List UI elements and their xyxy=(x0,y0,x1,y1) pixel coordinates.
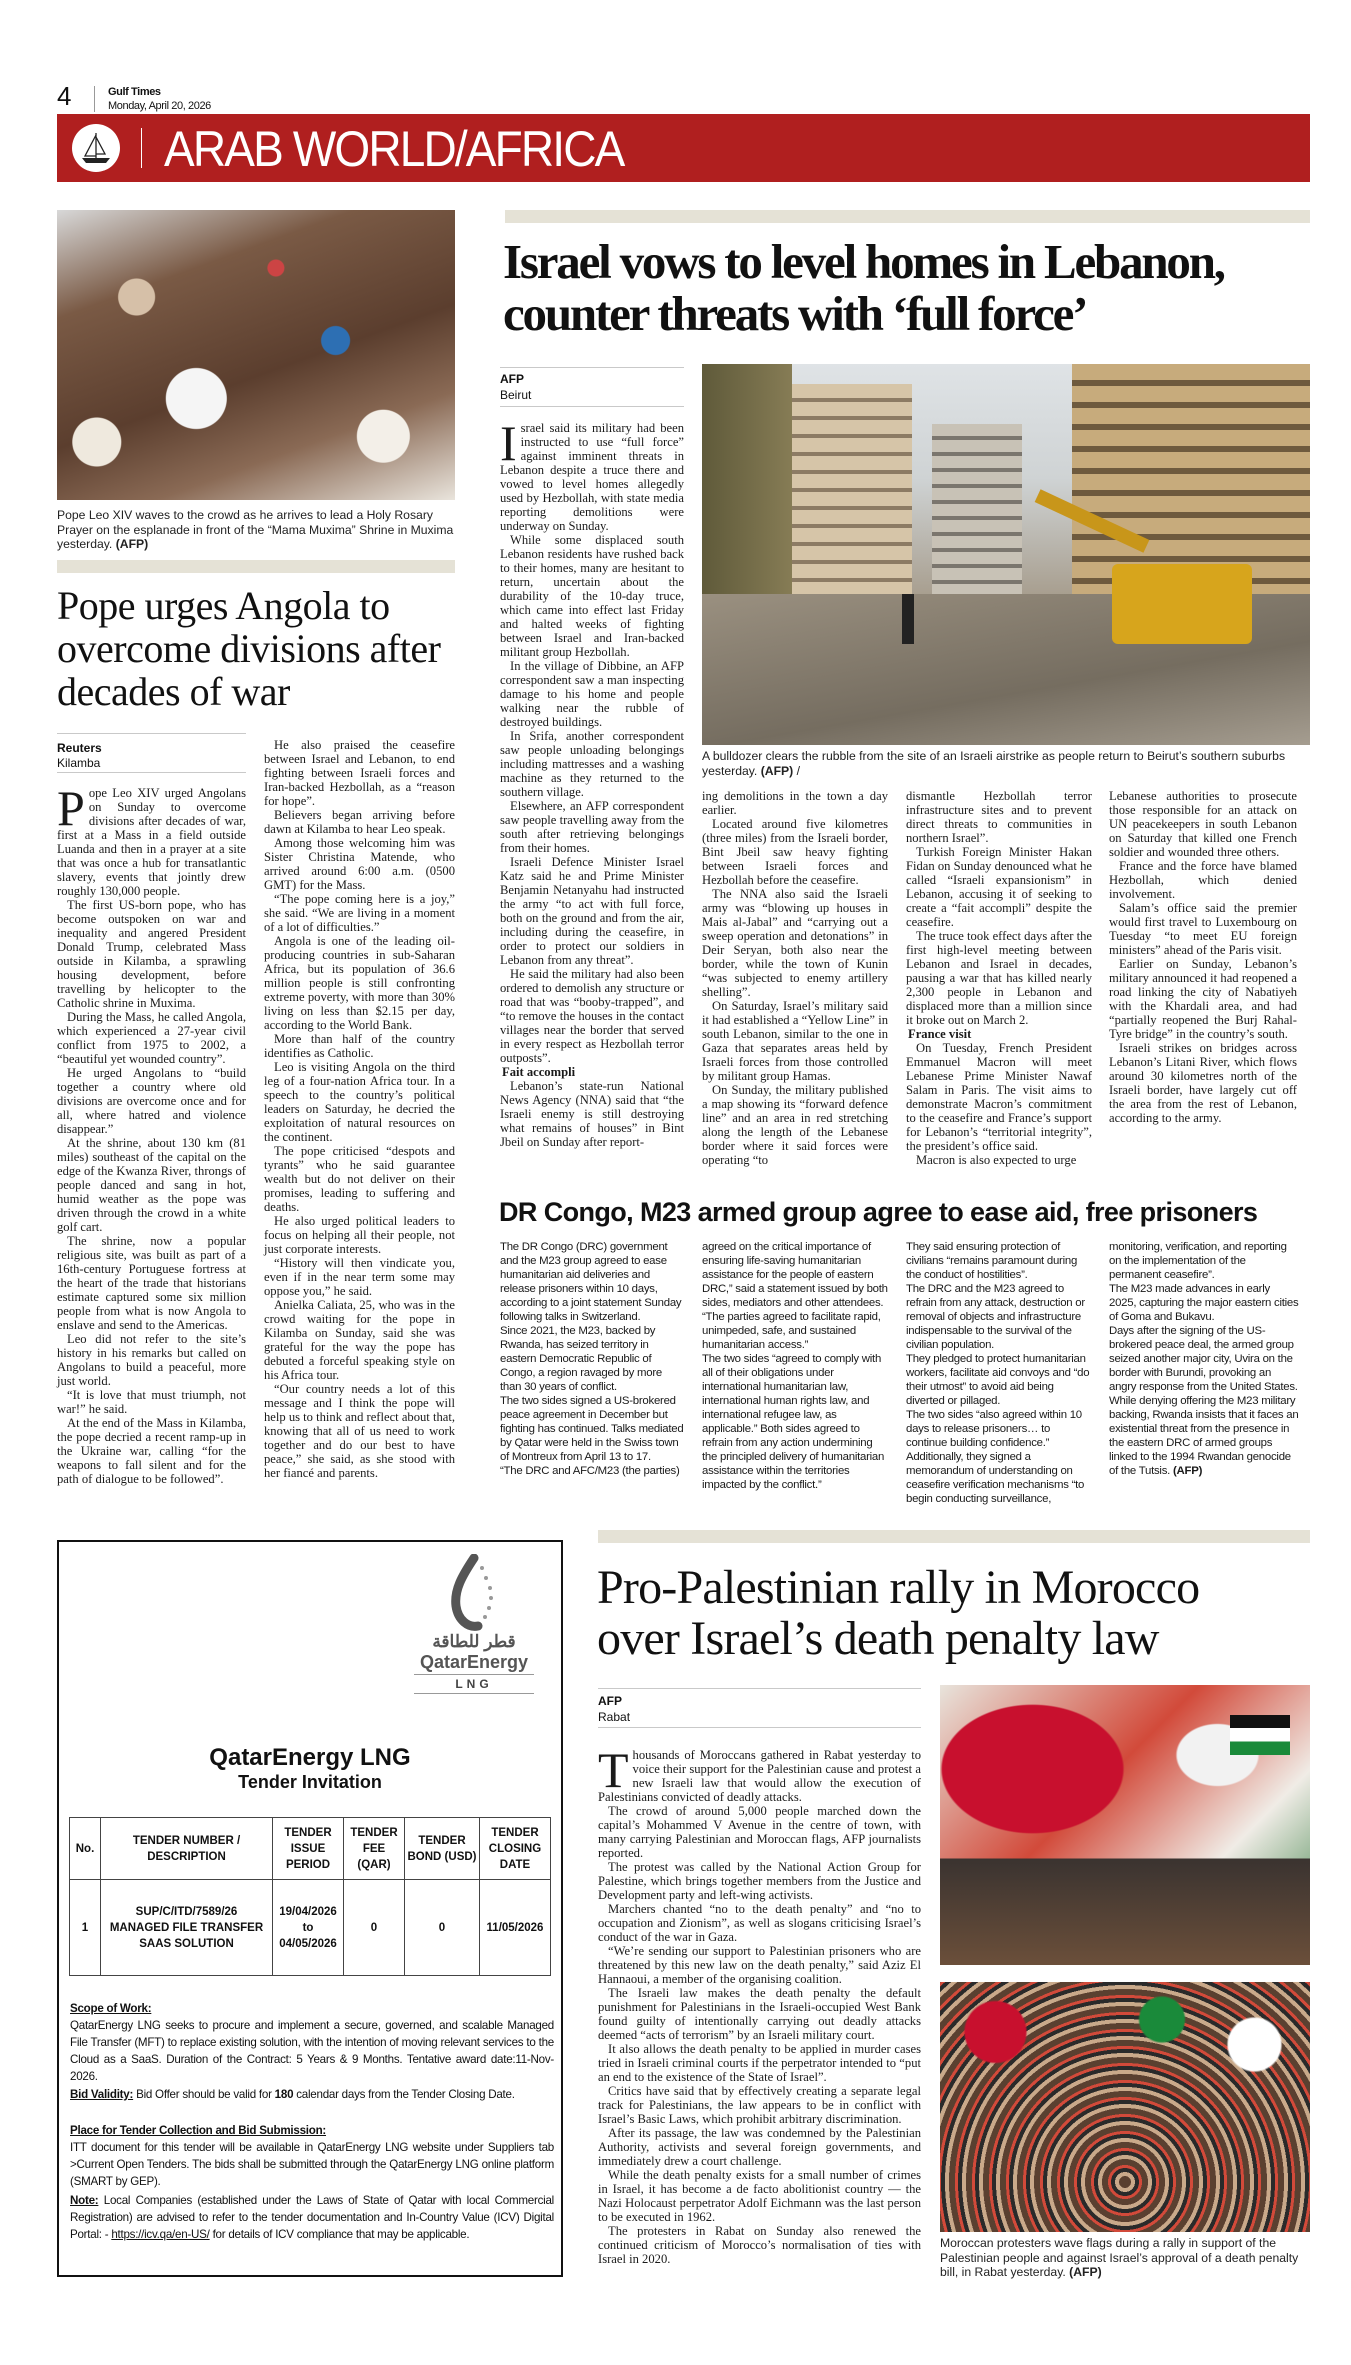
bulldozer xyxy=(1112,564,1252,644)
paragraph xyxy=(598,2042,921,2084)
paragraph-text: France visit xyxy=(908,1027,972,1041)
logo-name: QatarEnergy xyxy=(414,1652,534,1675)
drop-cap: P xyxy=(57,780,85,836)
paragraph-text: In Srifa, another correspondent saw people unloading belongings including mattresses and a washing machine as they returned to the southern village. xyxy=(500,729,684,799)
paragraph xyxy=(598,1860,921,1902)
person xyxy=(902,594,914,644)
paragraph-text: He also praised the ceasefire between Israel and Lebanon, to end fighting between Israeli forces and Iran-backed Hezbollah, as a “reason for hope”. xyxy=(264,738,455,808)
congo-column-1 xyxy=(500,1240,685,1478)
pope-column-2 xyxy=(264,738,455,1480)
place-label: Place for Tender Collection and Bid Submission: xyxy=(70,2124,327,2137)
paragraph-text: Turkish Foreign Minister Hakan Fidan on Sunday denounced what he called “Israeli expansionism” in Lebanon, accusing it of seeking to create a “fait accompli” despite the ceasefire. xyxy=(906,845,1092,929)
cell-description xyxy=(101,1880,273,1976)
caption-credit: (AFP) xyxy=(1069,2265,1102,2279)
paragraph-text: Believers began arriving before dawn at Kilamba to hear Leo speak. xyxy=(264,808,455,836)
paragraph xyxy=(1109,859,1297,901)
byline-rule-top xyxy=(57,733,246,734)
paragraph-text: Macron is also expected to urge xyxy=(916,1153,1077,1167)
paragraph-text: Lebanese authorities to prosecute those responsible for an attack on UN peacekeepers in south Lebanon on Saturday that killed one French soldier and wounded three others. xyxy=(1109,789,1297,859)
section-banner xyxy=(57,114,1310,182)
headline-line-1: Pro-Palestinian rally in Morocco xyxy=(597,1561,1200,1614)
paragraph-text: The DR Congo (DRC) government and the M23 group agreed to ease humanitarian aid deliveries and release prisoners within 10 days, according to a joint statement Sunday following talks in Switzerland. xyxy=(500,1241,682,1323)
caption-credit: (AFP) xyxy=(115,537,149,551)
rally-crowd-photo xyxy=(940,1982,1310,2232)
israel-column-3 xyxy=(906,789,1092,1167)
paragraph xyxy=(906,1450,1094,1506)
paragraph xyxy=(57,1416,246,1486)
paragraph-text: The shrine, now a popular religious site, was built as part of a 16th-century Portuguese fortress at the heart of the trade that historians estimate captured some six million people from what is now Angola to enslave and send to the Americas. xyxy=(57,1234,246,1332)
paragraph xyxy=(57,1066,246,1136)
subheading xyxy=(906,1027,1092,1041)
paragraph xyxy=(1109,1041,1297,1125)
paragraph xyxy=(57,1388,246,1416)
paragraph xyxy=(598,2126,921,2168)
paragraph xyxy=(1109,901,1297,957)
tender-advertisement xyxy=(57,1540,563,2277)
paragraph-text: dismantle Hezbollah terror infrastructure sites and to prevent direct threats to communities in northern Israel”. xyxy=(906,789,1092,845)
paragraph-text: “It is love that must triumph, not war!” he said. xyxy=(57,1388,246,1416)
paragraph-text: While denying offering the M23 military backing, Rwanda insists that it faces an existential threat from the presence in the eastern DRC of armed groups linked to the 1994 Rwandan genocide of the Tutsis. xyxy=(1109,1395,1299,1477)
israel-column-2 xyxy=(702,789,888,1167)
paragraph-text: It also allows the death penalty to be applied in murder cases tried in Israeli criminal courts if the perpetrator intended to “put an end to the existence of the State of Israel”. xyxy=(598,2042,921,2084)
paragraph xyxy=(702,999,888,1083)
cell-bond: 0 xyxy=(405,1880,480,1976)
pope-column-1 xyxy=(57,780,246,1486)
paragraph xyxy=(906,929,1092,1027)
paragraph-text: The two sides signed a US-brokered peace agreement in December but fighting has continued. Talks mediated by Qatar were held in the Swiss town of Montreux from April 13 to 17. xyxy=(500,1395,684,1463)
paragraph xyxy=(264,1256,455,1298)
paragraph-text: Among those welcoming him was Sister Christina Matende, who arrived around 6:00 a.m. (0500 GMT) for the Mass. xyxy=(264,836,455,892)
tender-number: SUP/C/ITD/7589/26 xyxy=(135,1905,238,1918)
paragraph xyxy=(906,1352,1094,1408)
ad-subtitle: Tender Invitation xyxy=(238,1772,382,1792)
paragraph xyxy=(57,1136,246,1234)
congo-headline: DR Congo, M23 armed group agree to ease aid, free prisoners xyxy=(499,1197,1258,1227)
byline-rule-bottom xyxy=(500,406,684,407)
byline-source: AFP xyxy=(598,1694,622,1708)
table-row xyxy=(70,1880,551,1976)
paragraph-text: Leo did not refer to the site’s history in his remarks but called on Angolans to build a peaceful, more just world. xyxy=(57,1332,246,1388)
dhow-logo-icon xyxy=(72,124,120,172)
paragraph xyxy=(57,780,246,898)
byline-location: Beirut xyxy=(500,388,532,402)
paragraph xyxy=(702,789,888,817)
paragraph xyxy=(906,845,1092,929)
paragraph xyxy=(598,1986,921,2042)
caption-text: Pope Leo XIV waves to the crowd as he arrives to lead a Holy Rosary Prayer on the esplanade in front of the “Mama Muxima” Shrine in Muxima yesterday. xyxy=(57,508,454,551)
paragraph xyxy=(702,1352,890,1492)
paragraph xyxy=(598,1804,921,1860)
paragraph xyxy=(1109,1282,1299,1324)
paragraph-text: “The DRC and AFC/M23 (the parties) xyxy=(500,1465,680,1477)
paragraph xyxy=(906,789,1092,845)
paragraph-text: Marchers chanted “no to the death penalty” and “no to occupation and Zionism”, as well as slogans criticising Israel’s conduct of the war in Gaza. xyxy=(598,1902,921,1944)
paragraph xyxy=(264,934,455,1032)
paragraph-text: During the Mass, he called Angola, which experienced a 27-year civil conflict from 1975 to 2002, a “beautiful yet wounded country”. xyxy=(57,1010,246,1066)
congo-column-4 xyxy=(1109,1240,1299,1478)
paragraph-text: Angola is one of the leading oil-producing countries in sub-Saharan Africa, but its population of 36.6 million people is still confronting extreme poverty, with more than 30% living on less than $2.15 per day, according to the World Bank. xyxy=(264,934,455,1032)
logo-arabic: قطر للطاقة xyxy=(432,1632,516,1651)
section-divider-bar xyxy=(57,560,455,573)
validity-text-end: calendar days from the Tender Closing Date. xyxy=(293,2088,515,2101)
scope-label: Scope of Work: xyxy=(70,2002,152,2015)
israel-column-1 xyxy=(500,415,684,1149)
paragraph xyxy=(500,659,684,729)
paragraph-text: The protest was called by the National Action Group for Palestine, which brings together members from the Justice and Development party and left-wing activists. xyxy=(598,1860,921,1902)
byline-rule-bottom xyxy=(57,772,246,773)
paragraph xyxy=(500,533,684,659)
paragraph xyxy=(702,1310,890,1352)
drop-cap: T xyxy=(598,1742,629,1798)
paragraph xyxy=(500,799,684,855)
paragraph-text: They said ensuring protection of civilians “remains paramount during the conduct of hostilities”. xyxy=(906,1241,1078,1281)
paragraph xyxy=(500,1240,685,1324)
paragraph xyxy=(264,1060,455,1144)
paragraph xyxy=(264,1382,455,1480)
paragraph xyxy=(702,817,888,887)
pope-headline: Pope urges Angola to overcome divisions after decades of war xyxy=(57,583,441,714)
byline-rule-top xyxy=(598,1688,921,1689)
paragraph xyxy=(598,2224,921,2266)
building-left xyxy=(792,384,912,614)
headline-line-2: over Israel’s death penalty law xyxy=(597,1612,1159,1665)
cell-fee: 0 xyxy=(344,1880,405,1976)
caption-text: Moroccan protesters wave flags during a rally in support of the Palestinian people and against Israel’s approval of a death penalty bill, in Rabat yesterday. xyxy=(940,2236,1299,2279)
paragraph-text: “History will then vindicate you, even if in the near term some may oppose you,” he said. xyxy=(264,1256,455,1298)
israel-column-4 xyxy=(1109,789,1297,1125)
paragraph xyxy=(264,892,455,934)
paragraph xyxy=(264,1214,455,1256)
paragraph-text: Salam’s office said the premier would first travel to Luxembourg on Tuesday “to meet EU foreign ministers” ahead of the Paris visit. xyxy=(1109,901,1297,957)
section-divider-bar xyxy=(598,1530,1310,1543)
paragraph xyxy=(906,1153,1092,1167)
paragraph xyxy=(598,2084,921,2126)
paragraph-text: monitoring, verification, and reporting on the implementation of the permanent ceasefire”. xyxy=(1109,1241,1287,1281)
table-header: No. xyxy=(70,1818,101,1880)
paragraph-text: housands of Moroccans gathered in Rabat yesterday to voice their support for the Palestinian cause and protest a new Israeli law that would allow the execution of Palestinians convicted of deadly attacks. xyxy=(598,1748,921,1804)
paragraph-text: Earlier on Sunday, Lebanon’s military announced it had reopened a road linking the city of Nabatiyeh with the Khardali area, and had “partially reopened the Burj Rahal-Tyre bridge” in the country’s south. xyxy=(1109,957,1297,1041)
paragraph-text: In the village of Dibbine, an AFP correspondent saw a man inspecting damage to his home and people walking near the rubble of destroyed buildings. xyxy=(500,659,684,729)
paragraph xyxy=(1109,1324,1299,1394)
paragraph-text: “The parties agreed to facilitate rapid, unimpeded, safe, and sustained humanitarian access.” xyxy=(702,1311,881,1351)
paragraph xyxy=(264,738,455,808)
paragraph xyxy=(500,1324,685,1394)
paragraph xyxy=(500,967,684,1065)
headline-line-2: counter threats with ‘full force’ xyxy=(503,286,1087,341)
paragraph-text: He urged Angolans to “build together a country where old divisions are overcome once and for all, where hatred and violence disappear.” xyxy=(57,1066,246,1136)
paragraph-text: The protesters in Rabat on Sunday also renewed the continued criticism of Morocco’s normalisation of ties with Israel in 2020. xyxy=(598,2224,921,2266)
paragraph xyxy=(264,808,455,836)
paragraph-text: Leo is visiting Angola on the third leg of a four-nation Africa tour. In a speech to the country’s political leaders on Saturday, he decried the exploitation of natural resources on the continent. xyxy=(264,1060,455,1144)
paragraph xyxy=(57,1332,246,1388)
ad-note xyxy=(70,2192,554,2243)
paragraph xyxy=(1109,1394,1299,1478)
paragraph xyxy=(1109,789,1297,859)
paragraph-text: Additionally, they signed a memorandum of understanding on ceasefire verification mechanisms “to begin conducting surveillance, xyxy=(906,1451,1085,1505)
caption-credit: (AFP) xyxy=(760,763,794,778)
table-header: TENDER CLOSING DATE xyxy=(480,1818,551,1880)
byline-location: Kilamba xyxy=(57,756,101,770)
byline-rule-bottom xyxy=(598,1727,921,1728)
congo-column-3 xyxy=(906,1240,1094,1506)
paragraph xyxy=(500,729,684,799)
section-divider-bar xyxy=(505,210,1310,223)
table-header: TENDER BOND (USD) xyxy=(405,1818,480,1880)
credit: (AFP) xyxy=(1173,1465,1203,1477)
issue-to: 04/05/2026 xyxy=(279,1937,337,1950)
paragraph-text: ope Leo XIV urged Angolans on Sunday to overcome divisions after decades of war, first at a Mass in a field outside Luanda and then in a prayer at a site that was once a hub for transatlantic slavery, events that jointly drew roughly 130,000 people. xyxy=(57,786,246,898)
paragraph xyxy=(500,1464,685,1478)
cell-closing: 11/05/2026 xyxy=(480,1880,551,1976)
headline-line-1: Israel vows to level homes in Lebanon, xyxy=(503,234,1224,289)
byline-rule-top xyxy=(500,367,684,368)
morocco-body xyxy=(598,1742,921,2266)
paragraph-text: At the end of the Mass in Kilamba, the pope decried a recent ramp-up in the Ukraine war, calling “for the weapons to fall silent and for the path of dialogue to be followed”. xyxy=(57,1416,246,1486)
paragraph xyxy=(57,898,246,1010)
paragraph xyxy=(906,1041,1092,1153)
caption-text: A bulldozer clears the rubble from the site of an Israeli airstrike as people return to Beirut’s southern suburbs yesterday. xyxy=(702,749,1286,778)
qatarenergy-logo xyxy=(414,1554,534,1714)
scope-text: QatarEnergy LNG seeks to procure and implement a secure, governed, and scalable Managed File Transfer (MFT) to replace existing solution, with the intention of moving relevant services to the Cloud as a SaaS. Duration of the Contract: 5 Years & 9 Months. Tentative award date:11-Nov-2026. xyxy=(70,2019,554,2083)
morocco-photo-caption xyxy=(940,2236,1308,2280)
paragraph xyxy=(702,887,888,999)
israel-headline xyxy=(503,236,1313,340)
paragraph xyxy=(264,836,455,892)
paragraph-text: Lebanon’s state-run National News Agency (NNA) said that “the Israeli enemy is still destroying what remains of houses” in Bint Jbeil on Sunday after report- xyxy=(500,1079,684,1149)
paragraph xyxy=(1109,1240,1299,1282)
paragraph-text: The M23 made advances in early 2025, capturing the major eastern cities of Goma and Bukavu. xyxy=(1109,1283,1299,1323)
paragraph-text: The two sides “also agreed within 10 days to release prisoners… to continue building confidence.” xyxy=(906,1409,1082,1449)
cell-no: 1 xyxy=(70,1880,101,1976)
paragraph-text: The pope criticised “despots and tyrants” who he said guarantee wealth but do not deliver on their promises, leading to suffering and deaths. xyxy=(264,1144,455,1214)
building-center xyxy=(932,424,1022,614)
paragraph xyxy=(598,1902,921,1944)
tender-table xyxy=(69,1817,551,1976)
section-title: ARAB WORLD/AFRICA xyxy=(164,121,624,177)
cell-issue-period xyxy=(273,1880,344,1976)
paragraph xyxy=(57,1234,246,1332)
paragraph-text: Days after the signing of the US-brokered peace deal, the armed group seized another major city, Uvira on the border with Burundi, provoking an angry response from the United States. xyxy=(1109,1325,1298,1393)
page-number: 4 xyxy=(57,81,72,111)
tender-description: MANAGED FILE TRANSFER SAAS SOLUTION xyxy=(109,1921,264,1950)
tender-collection xyxy=(70,2122,554,2190)
paragraph xyxy=(906,1282,1094,1352)
paragraph-text: Located around five kilometres (three miles) from the Israeli border, Bint Jbeil saw heavy fighting between Israeli forces and Hezbollah before the ceasefire. xyxy=(702,817,888,887)
paragraph-text: The crowd of around 5,000 people marched down the capital’s Mohammed V Avenue in the centre of town, with many carrying Palestinian and Moroccan flags, AFP journalists reported. xyxy=(598,1804,921,1860)
scope-of-work xyxy=(70,2000,554,2085)
paragraph xyxy=(264,1298,455,1382)
pope-photo xyxy=(57,210,455,500)
paragraph-text: They pledged to protect humanitarian workers, facilitate aid convoys and “do their utmost” to avoid aid being diverted or pillaged. xyxy=(906,1353,1090,1407)
paragraph-text: At the shrine, about 130 km (81 miles) southeast of the capital on the edge of the Kwanza River, throngs of people danced and sang in hot, humid weather as the pope was driven through the crowd in a white golf cart. xyxy=(57,1136,246,1234)
paragraph xyxy=(264,1032,455,1060)
congo-column-2 xyxy=(702,1240,890,1492)
issue-date: Monday, April 20, 2026 xyxy=(108,100,211,112)
paragraph-text: While the death penalty exists for a small number of crimes in Israel, it has become a de facto abolitionist country — the Nazi Holocaust perpetrator Adolf Eichmann was the last person to be executed in 1962. xyxy=(598,2168,921,2224)
paragraph xyxy=(500,1394,685,1464)
paragraph-text: The Israeli law makes the death penalty the default punishment for Palestinians in the Israeli-occupied West Bank found guilty of intentionally carrying out deadly attacks deemed “acts of terrorism” by an Israeli military court. xyxy=(598,1986,921,2042)
paragraph-text: He said the military had also been ordered to demolish any structure or road that was “booby-trapped”, and “to remove the houses in the contact villages near the border that served in every respect as Hezbollah terror outposts”. xyxy=(500,967,684,1065)
paragraph-text: The DRC and the M23 agreed to refrain from any attack, destruction or removal of objects and infrastructure indispensable to the survival of the civilian population. xyxy=(906,1283,1085,1351)
note-text-end: for details of ICV compliance that may be applicable. xyxy=(209,2228,470,2241)
table-header: TENDER FEE (QAR) xyxy=(344,1818,405,1880)
paragraph xyxy=(598,1944,921,1986)
caption-tail: / xyxy=(793,763,800,778)
paragraph-text: Anielka Caliata, 25, who was in the crowd waiting for the pope in Kilamba on Sunday, said she was grateful for the way the pope has debuted a forceful speaking style on his Africa tour. xyxy=(264,1298,455,1382)
paragraph-text: agreed on the critical importance of ensuring life-saving humanitarian assistance for the people of eastern DRC,” said a statement issued by both sides, mediators and other attendees. xyxy=(702,1241,888,1309)
paragraph xyxy=(906,1408,1094,1450)
paragraph-text: While some displaced south Lebanon residents have rushed back to their homes, many are hesitant to return, uncertain about the durability of the 10-day truce, which came into effect last Friday and halted weeks of fighting between Israel and Iran-backed militant group Hezbollah. xyxy=(500,533,684,659)
rally-flags-photo xyxy=(940,1685,1310,1965)
paragraph xyxy=(500,855,684,967)
paragraph-text: More than half of the country identifies as Catholic. xyxy=(264,1032,455,1060)
logo-sub: LNG xyxy=(414,1675,534,1694)
paragraph-text: The first US-born pope, who has become outspoken on war and inequality and angered President Donald Trump, celebrated Mass outside in Kilamba, a sprawling housing development, before travelling by helicopter to the Catholic shrine in Muxima. xyxy=(57,898,246,1010)
paragraph-text: “We’re sending our support to Palestinian prisoners who are threatened by this new law on the death penalty,” said Aziz El Hannaoui, a member of the organising coalition. xyxy=(598,1944,921,1986)
morocco-headline xyxy=(597,1562,1309,1664)
issue-from: 19/04/2026 xyxy=(279,1905,337,1918)
validity-label: Bid Validity: xyxy=(70,2088,134,2101)
paragraph xyxy=(598,1742,921,1804)
israel-photo-caption xyxy=(702,749,1310,778)
byline-source: AFP xyxy=(500,372,524,386)
paper-name: Gulf Times xyxy=(108,86,161,98)
masthead-divider xyxy=(94,86,95,112)
paragraph-text: The NNA also said the Israeli army was “blowing up houses in Mais al-Jabal” and “carrying out a sweep operation and detonations” in Deir Seryan, both also near the border, while the town of Kunin “was subjected to enemy artillery shelling”. xyxy=(702,887,888,999)
paragraph-text: France and the force have blamed Hezbollah, which denied involvement. xyxy=(1109,859,1297,901)
paragraph-text: Critics have said that by effectively creating a separate legal track for Palestinians, the law appears to be in conflict with Israel’s Basic Laws, which prohibit arbitrary discrimination. xyxy=(598,2084,921,2126)
drop-cap: I xyxy=(500,415,517,471)
paragraph-text: “Our country needs a lot of this message and I think the pope will help us to think and reflect about that, knowing that all of us need to work together and do our best to have peace,” she said, as she stood with her fiancé and parents. xyxy=(264,1382,455,1480)
paragraph xyxy=(1109,957,1297,1041)
paragraph xyxy=(702,1083,888,1167)
icv-portal-link[interactable]: https://icv.qa/en-US/ xyxy=(111,2228,210,2241)
paragraph-text: The truce took effect days after the first high-level meeting between Lebanon and Israel in decades, pausing a war that has killed nearly 2,300 people in Lebanon and displaced more than a million since it broke out on March 2. xyxy=(906,929,1092,1027)
paragraph-text: Since 2021, the M23, backed by Rwanda, has seized territory in eastern Democratic Republic of Congo, a region ravaged by more than 30 years of conflict. xyxy=(500,1325,662,1393)
paragraph-text: Elsewhere, an AFP correspondent saw people travelling away from the south after retrieving belongings from their homes. xyxy=(500,799,684,855)
place-text: ITT document for this tender will be available in QatarEnergy LNG website under Suppliers tab >Current Open Tenders. The bids shall be submitted through the QatarEnergy LNG online platform (SMART by GEP). xyxy=(70,2141,554,2188)
table-header: TENDER NUMBER / DESCRIPTION xyxy=(101,1818,273,1880)
droplet-logo-icon xyxy=(444,1554,504,1632)
paragraph xyxy=(702,1240,890,1310)
paragraph xyxy=(264,1144,455,1214)
paragraph xyxy=(500,415,684,533)
byline-location: Rabat xyxy=(598,1710,631,1724)
byline-source: Reuters xyxy=(57,741,102,755)
paragraph xyxy=(57,1010,246,1066)
validity-days: 180 xyxy=(274,2088,294,2101)
bid-validity xyxy=(70,2086,554,2103)
banner-divider xyxy=(141,128,142,168)
note-label: Note: xyxy=(70,2194,99,2207)
ad-title: QatarEnergy LNG xyxy=(209,1744,411,1771)
palestinian-flag xyxy=(1230,1715,1290,1755)
paragraph-text: ing demolitions in the town a day earlier. xyxy=(702,789,888,817)
paragraph-text: On Sunday, the military published a map showing its “forward defence line” and an area in red stretching along the length of the Lebanese border where it said forces were operating “to xyxy=(702,1083,888,1167)
paragraph-text: “The pope coming here is a joy,” she said. “We are living in a moment of a lot of difficulties.” xyxy=(264,892,455,934)
pope-photo-caption xyxy=(57,508,455,552)
paragraph-text: The two sides “agreed to comply with all of their obligations under international humanitarian law, international human rights law, and international refugee law, as applicable.” Both sides agreed to refrain from any action undermining the principled delivery of humanitarian assistance within the territories impacted by the conflict.” xyxy=(702,1353,885,1491)
issue-to-word: to xyxy=(302,1921,314,1934)
table-header: TENDER ISSUE PERIOD xyxy=(273,1818,344,1880)
paragraph xyxy=(500,1079,684,1149)
paragraph-text: Israeli Defence Minister Israel Katz said he and Prime Minister Benjamin Netanyahu had instructed the army “to act with full force, both on the ground and from the air, including during the ceasefire, in order to protect our soldiers in Lebanon from any threat”. xyxy=(500,855,684,967)
note-text: Local Companies (established under the Laws of State of Qatar with local Commercial Registration) are advised to refer to the tender documentation and In-Country Value (ICV) Digital Portal: - xyxy=(70,2194,554,2241)
paragraph-text: On Tuesday, French President Emmanuel Macron will meet Lebanese Prime Minister Nawaf Salam in Paris. The visit aims to demonstrate Macron’s commitment to the ceasefire and France’s support for Lebanon’s “territorial integrity”, the president’s office said. xyxy=(906,1041,1092,1153)
paragraph-text: srael said its military had been instructed to use “full force” against imminent threats in Lebanon despite a truce there and vowed to level homes allegedly used by Hezbollah, with state media reporting demolitions were underway on Sunday. xyxy=(500,421,684,533)
paragraph-text: Israeli strikes on bridges across Lebanon’s Litani River, which flows around 30 kilometres north of the Israeli border, have largely cut off the area from the rest of Lebanon, according to the army. xyxy=(1109,1041,1297,1125)
paragraph xyxy=(598,2168,921,2224)
paragraph-text: Fait accompli xyxy=(502,1065,576,1079)
paragraph-text: On Saturday, Israel’s military said it had established a “Yellow Line” in south Lebanon, similar to the one in Gaza that separates areas held by Israeli forces from those controlled by militant group Hamas. xyxy=(702,999,888,1083)
paragraph xyxy=(906,1240,1094,1282)
validity-text: Bid Offer should be valid for xyxy=(133,2088,275,2101)
bulldozer-photo xyxy=(702,364,1310,745)
paragraph-text: He also urged political leaders to focus on helping all their people, not just corporate interests. xyxy=(264,1214,455,1256)
paragraph-text: After its passage, the law was condemned by the Palestinian Authority, activists and several foreign governments, and immediately drew a court challenge. xyxy=(598,2126,921,2168)
subheading xyxy=(500,1065,684,1079)
